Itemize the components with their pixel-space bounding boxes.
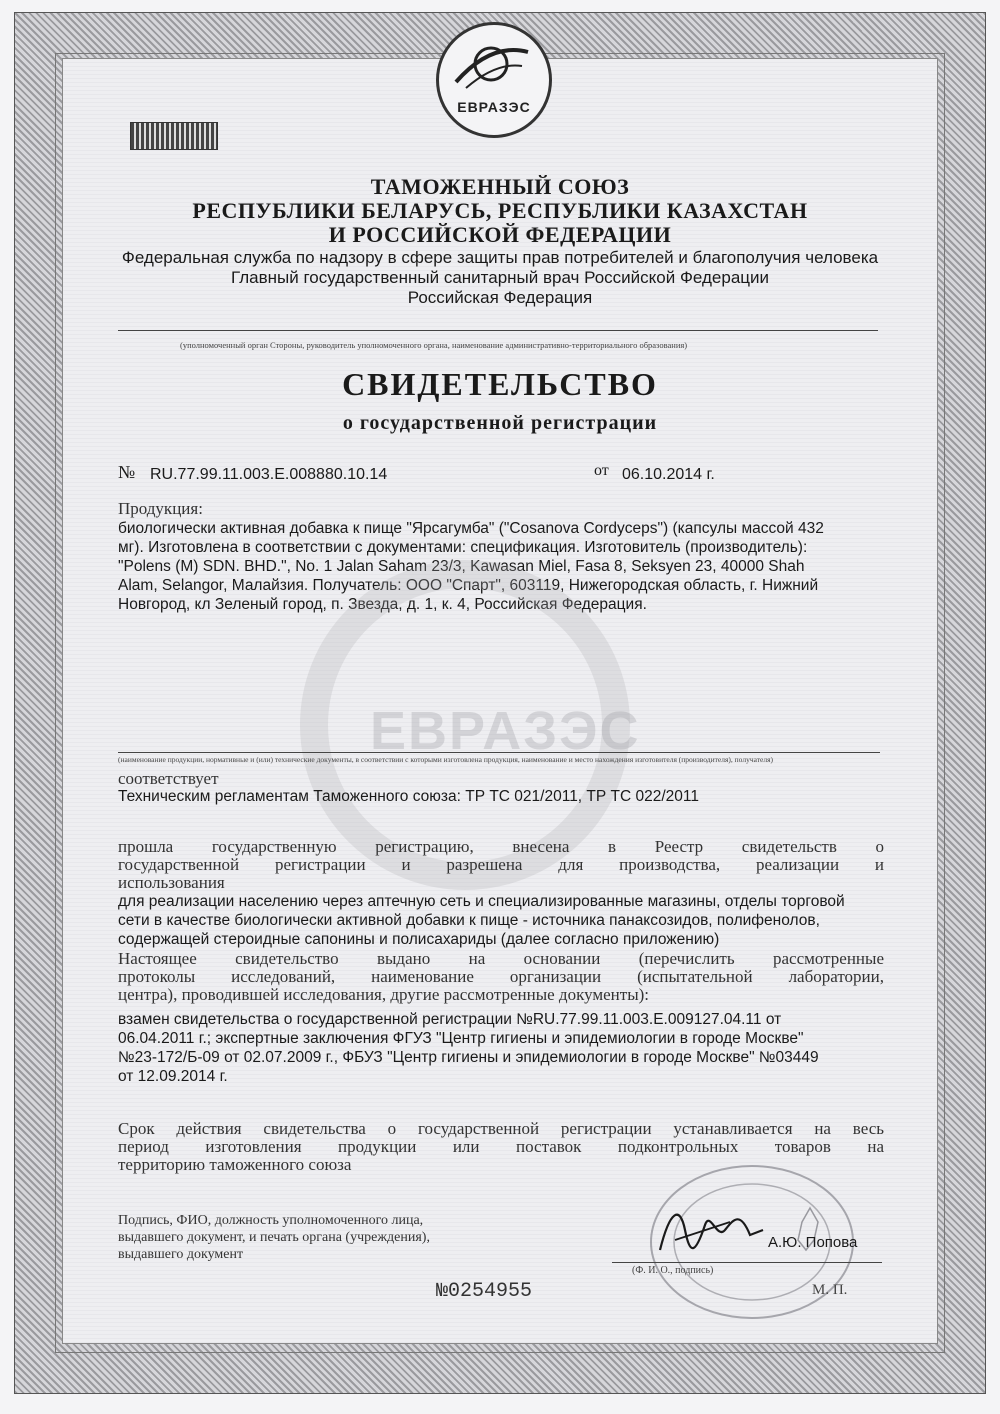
conformity-label: соответствует: [118, 769, 219, 788]
passed-line: прошла государственную регистрацию, внесена в Реестр свидетельств о: [118, 837, 884, 856]
product-label: Продукция:: [118, 499, 203, 518]
authority-caption: (уполномоченный орган Стороны, руководитель уполномоченного органа, наименование административно-территориального образования): [180, 340, 688, 350]
handwritten-signature: [655, 1200, 765, 1260]
union-line: И РОССИЙСКОЙ ФЕДЕРАЦИИ: [328, 222, 672, 247]
signature-label-line: выдавшего документ, и печать органа (учреждения),: [118, 1230, 430, 1245]
union-heading: [0, 175, 1000, 247]
authority-rule: [118, 330, 878, 331]
usage-line: для реализации населению через аптечную сеть и специализированные магазины, отделы торговой: [118, 893, 845, 910]
union-line: ТАМОЖЕННЫЙ СОЮЗ: [370, 174, 630, 199]
emblem-label: ЕВРАЗЭС: [457, 99, 531, 115]
signature-label-line: выдавшего документ: [118, 1247, 244, 1262]
form-number: №0254955: [436, 1280, 533, 1303]
basis-line: Настоящее свидетельство выдано на основании (перечислить рассмотренные: [118, 949, 884, 968]
basis-value-line: взамен свидетельства о государственной регистрации №RU.77.99.11.003.Е.009127.04.11 от: [118, 1011, 782, 1028]
barcode-strip: [130, 122, 218, 150]
signature-rule: [612, 1262, 882, 1263]
product-line: биологически активная добавка к пище "Ярсагумба" ("Cosanova Cordyceps") (капсулы массой 432: [118, 520, 824, 537]
usage-block: [118, 892, 845, 949]
euraz-emblem-icon: [436, 22, 552, 138]
agency-line: Российская Федерация: [407, 288, 593, 307]
basis-value-line: 06.04.2011 г.; экспертные заключения ФГУЗ "Центр гигиены и эпидемиологии в городе Москве": [118, 1030, 804, 1047]
product-line: Alam, Selangor, Малайзия. Получатель: ООО "Спарт", 603119, Нижегородская область, г. Нижний: [118, 577, 819, 594]
agency-line: Федеральная служба по надзору в сфере защиты прав потребителей и благополучия человека: [121, 248, 879, 267]
basis-value-line: №23-172/Б-09 от 02.07.2009 г., ФБУЗ "Центр гигиены и эпидемиологии в городе Москве" №03449: [118, 1049, 819, 1066]
usage-line: содержащей стероидные сапонины и полисахариды (далее согласно приложению): [118, 931, 720, 948]
certificate-subtitle: о государственной регистрации: [342, 412, 658, 434]
agency-block: [0, 248, 1000, 308]
union-line: РЕСПУБЛИКИ БЕЛАРУСЬ, РЕСПУБЛИКИ КАЗАХСТАН: [192, 198, 808, 223]
passed-line: государственной регистрации и разрешена для производства, реализации и: [118, 855, 884, 874]
emblem-drawing: [436, 22, 546, 132]
validity-line: Срок действия свидетельства о государственной регистрации устанавливается на весь: [118, 1119, 884, 1138]
number-label: №: [118, 462, 136, 482]
registration-number: RU.77.99.11.003.E.008880.10.14: [150, 466, 388, 483]
basis-text: [118, 950, 884, 986]
product-caption: (наименование продукции, нормативные и (или) технические документы, в соответствии с которыми изготовлена продукция, наименование и место нахождения изготовителя (производителя), получателя): [118, 755, 774, 764]
signatory-name: А.Ю. Попова: [768, 1234, 858, 1251]
product-rule: [118, 752, 880, 753]
certificate-title: СВИДЕТЕЛЬСТВО: [342, 366, 658, 402]
basis-value-line: от 12.09.2014 г.: [118, 1068, 228, 1085]
validity-text: [118, 1120, 884, 1156]
signature-label-line: Подпись, ФИО, должность уполномоченного лица,: [118, 1213, 424, 1228]
signature-label: [118, 1212, 430, 1263]
basis-line: протоколы исследований, наименование организации (испытательной лаборатории,: [118, 967, 884, 986]
date-label: от: [594, 462, 609, 479]
basis-value: [118, 1010, 819, 1086]
product-line: "Polens (M) SDN. BHD.", No. 1 Jalan Saham 23/3, Kawasan Miel, Fasa 8, Seksyen 23, 40000 Shah: [118, 558, 805, 575]
product-line: Новгород, кл Зеленый город, п. Звезда, д. 1, к. 4, Российская Федерация.: [118, 596, 647, 613]
watermark-label: ЕВРАЗЭС: [370, 701, 641, 761]
registration-date: 06.10.2014 г.: [622, 466, 715, 483]
product-line: мг). Изготовлена в соответствии с документами: спецификация. Изготовитель (производитель):: [118, 539, 808, 556]
validity-line: период изготовления продукции или поставок подконтрольных товаров на: [118, 1137, 884, 1156]
validity-line: территорию таможенного союза: [118, 1155, 352, 1174]
agency-line: Главный государственный санитарный врач Российской Федерации: [231, 268, 769, 287]
conformity-value: Техническим регламентам Таможенного союза: ТР ТС 021/2011, ТР ТС 022/2011: [118, 788, 700, 805]
basis-line: центра), проводившей исследования, другие рассмотренные документы):: [118, 985, 650, 1004]
passed-line: использования: [118, 873, 225, 892]
name-caption: (Ф. И. О., подпись): [632, 1265, 714, 1276]
seal-label: М. П.: [812, 1282, 848, 1298]
passed-text: [118, 838, 884, 874]
usage-line: сети в качестве биологически активной добавки к пище - источника панаксозидов, полифенолов,: [118, 912, 820, 929]
